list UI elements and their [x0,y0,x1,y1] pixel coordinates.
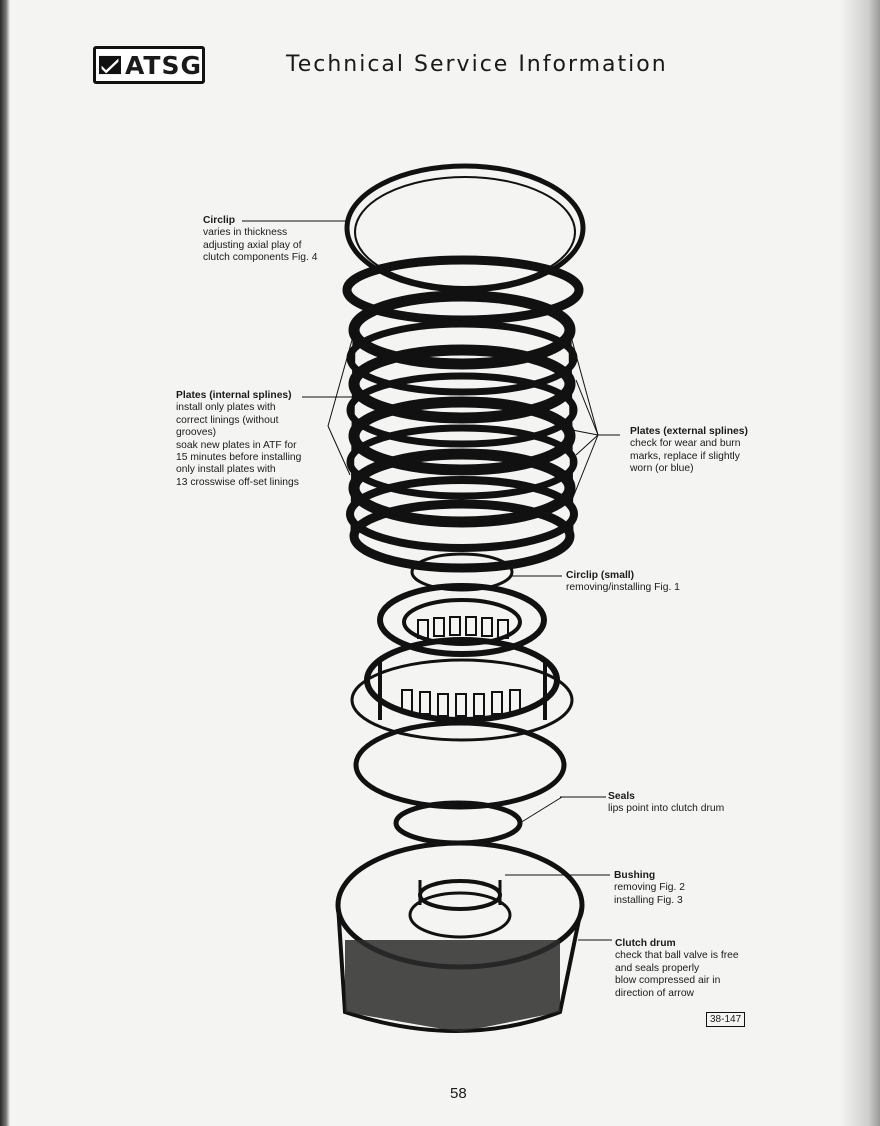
label-clutch-drum: Clutch drum check that ball valve is free and seals properly blow compressed air in direction of arrow [615,938,739,999]
label-circlip: Circlip varies in thickness adjusting axial play of clutch components Fig. 4 [203,215,318,264]
figure-id: 38-147 [706,1012,745,1027]
clutch-plate-stack [350,296,574,568]
label-seals: Seals lips point into clutch drum [608,791,725,815]
outer-seal [356,723,564,807]
label-bushing: Bushing removing Fig. 2 installing Fig. 3 [614,870,685,906]
page-title: Technical Service Information [286,52,668,77]
label-circlip-small: Circlip (small) removing/installing Fig. 1 [566,570,680,594]
page-number: 58 [450,1085,467,1102]
label-plates-internal: Plates (internal splines) install only plates with correct linings (without grooves) soak new plates in ATF for 15 minutes before installing only install plates with 13 crosswise off-set linings [176,390,302,488]
label-plates-external: Plates (external splines) check for wear and burn marks, replace if slightly worn (or blue) [630,426,748,475]
spring-piston-assembly [352,586,572,740]
clutch-drum [338,843,582,1032]
logo-text: ATSG [125,50,202,80]
